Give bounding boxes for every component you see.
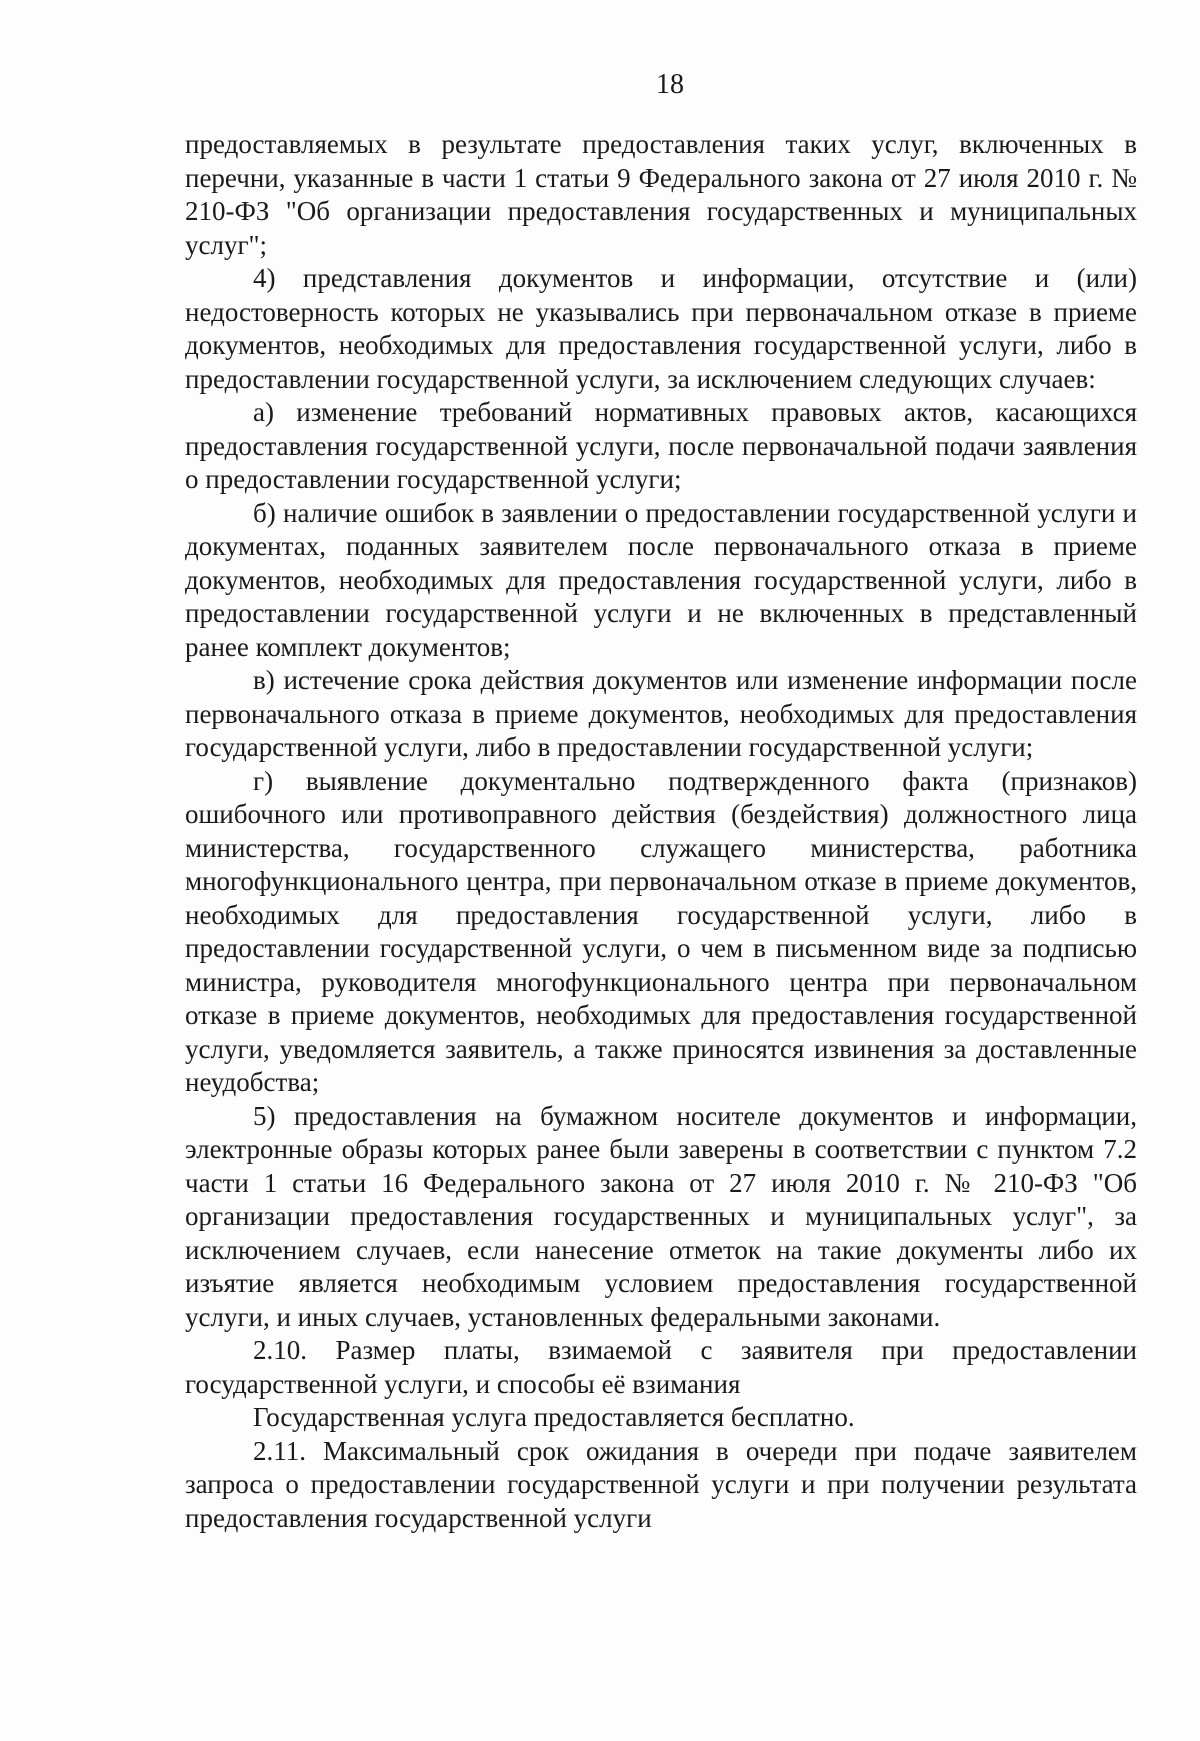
- paragraph-subitem-a: а) изменение требований нормативных правовых актов, касающихся предоставления государственной услуги, после первоначальной подачи заявления о предоставлении государственной услуги;: [185, 397, 1137, 494]
- paragraph-continuation: предоставляемых в результате предоставления таких услуг, включенных в перечни, указанные в части 1 статьи 9 Федерального закона от 27 июля 2010 г. № 210-ФЗ "Об организации предоставления государственных и муниципальных услуг";: [185, 129, 1137, 260]
- paragraph-item-4: 4) представления документов и информации, отсутствие и (или) недостоверность которых не указывались при первоначальном отказе в приеме документов, необходимых для предоставления государственной услуги, либо в предоставлении государственной услуги, за исключением следующих случаев:: [185, 263, 1137, 394]
- document-body: [185, 128, 1137, 1535]
- section-heading-2-10: 2.10. Размер платы, взимаемой с заявителя при предоставлении государственной услуги, и способы её взимания: [185, 1335, 1137, 1399]
- paragraph-subitem-v: в) истечение срока действия документов или изменение информации после первоначального отказа в приеме документов, необходимых для предоставления государственной услуги, либо в предоставлении государственной услуги;: [185, 665, 1137, 762]
- page-number: 18: [656, 69, 684, 100]
- paragraph-item-5: 5) предоставления на бумажном носителе документов и информации, электронные образы которых ранее были заверены в соответствии с пунктом 7.2 части 1 статьи 16 Федерального закона от 27 июля 2010 г. № 210-ФЗ "Об организации предоставления государственных и муниципальных услуг", за исключением случаев, если нанесение отметок на такие документы либо их изъятие является необходимым условием предоставления государственной услуги, и иных случаев, установленных федеральными законами.: [185, 1100, 1137, 1332]
- paragraph-subitem-g: г) выявление документально подтвержденного факта (признаков) ошибочного или противоправного действия (бездействия) должностного лица министерства, государственного служащего министерства, работника многофункционального центра, при первоначальном отказе в приеме документов, необходимых для предоставления государственной услуги, либо в предоставлении государственной услуги, о чем в письменном виде за подписью министра, руководителя многофункционального центра при первоначальном отказе в приеме документов, необходимых для предоставления государственной услуги, уведомляется заявитель, а также приносятся извинения за доставленные неудобства;: [185, 765, 1137, 1097]
- paragraph-free-service: Государственная услуга предоставляется бесплатно.: [253, 1402, 855, 1432]
- section-heading-2-11: 2.11. Максимальный срок ожидания в очереди при подаче заявителем запроса о предоставлении государственной услуги и при получении результата предоставления государственной услуги: [185, 1435, 1137, 1533]
- paragraph-subitem-b: б) наличие ошибок в заявлении о предоставлении государственной услуги и документах, поданных заявителем после первоначального отказа в приеме документов, необходимых для предоставления государственной услуги, либо в предоставлении государственной услуги и не включенных в представленный ранее комплект документов;: [185, 497, 1137, 662]
